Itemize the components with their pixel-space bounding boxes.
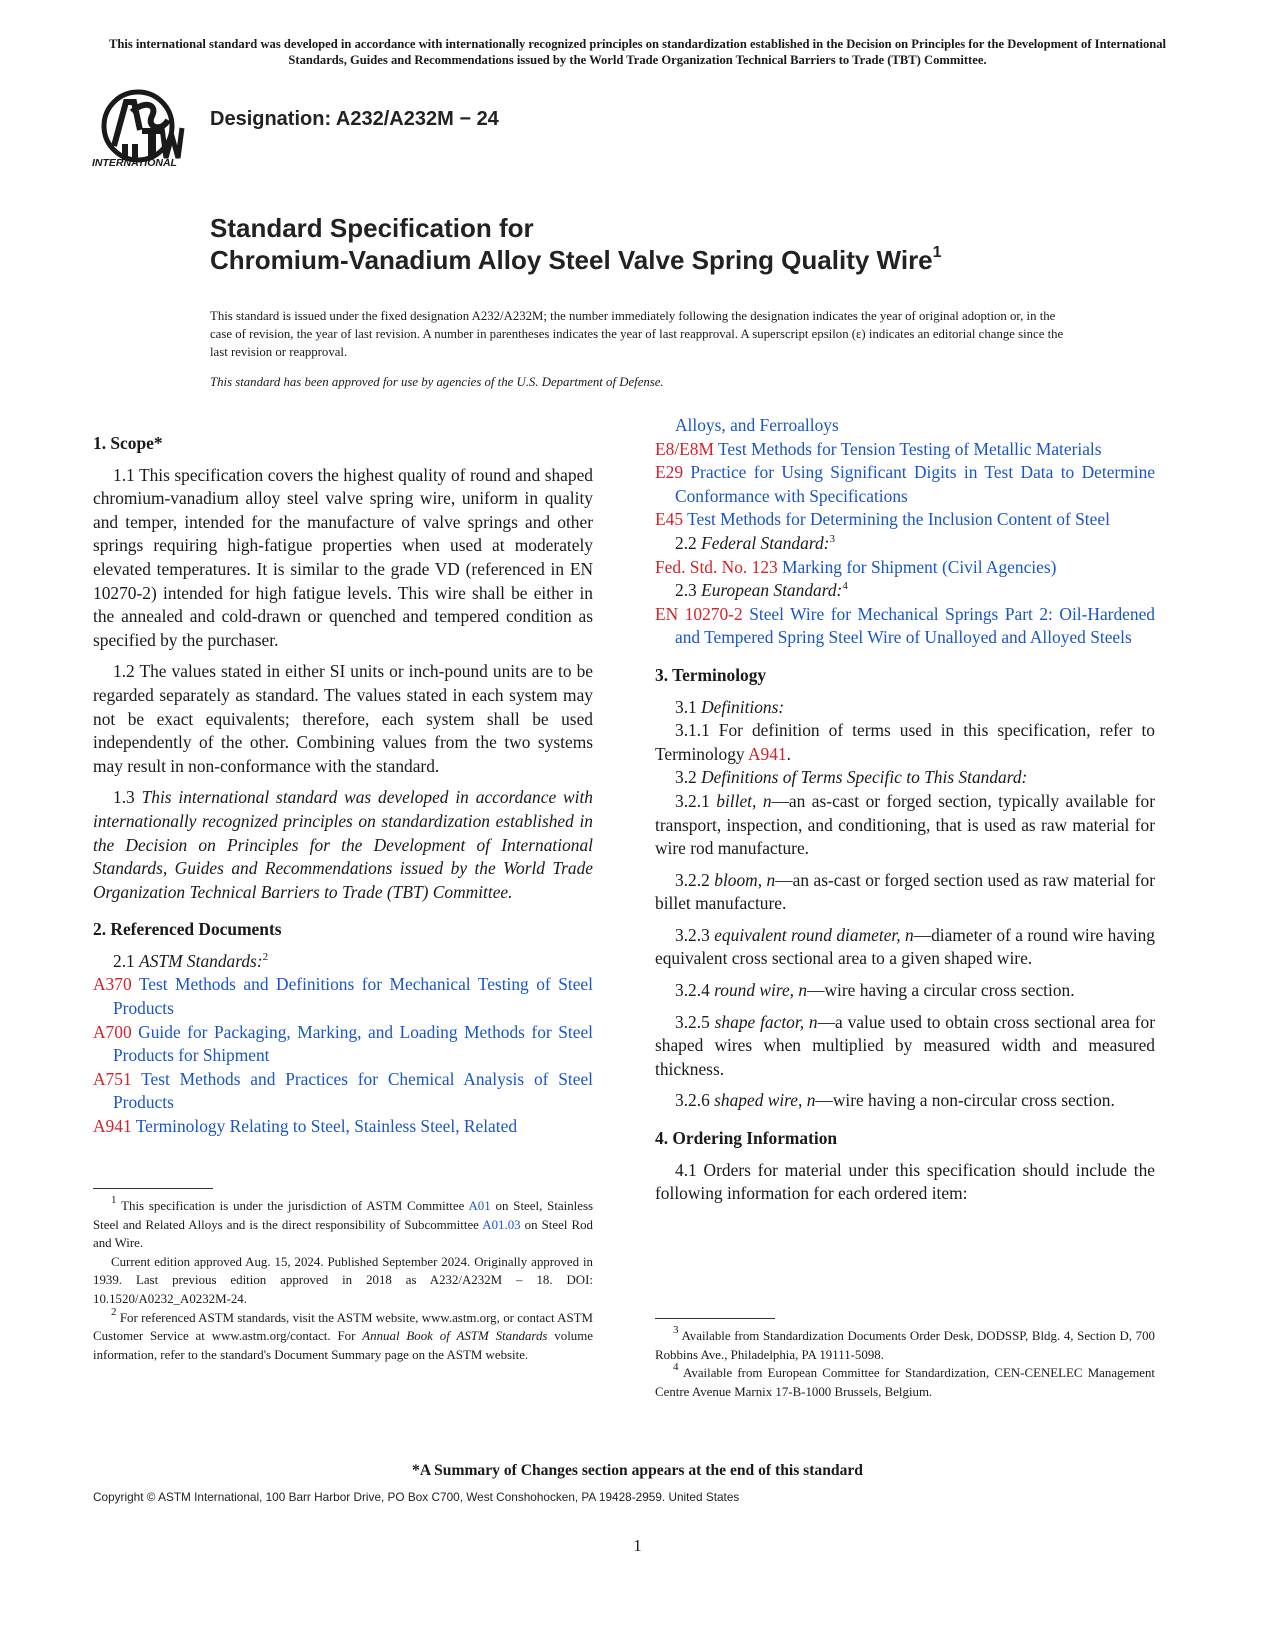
ref-en-10270-2[interactable]: EN 10270-2 Steel Wire for Mechanical Springs Part 2: Oil-Hardened and Tempered Spring Steel Wire of Unalloyed and Alloyed Steels xyxy=(655,603,1155,648)
right-footnotes xyxy=(655,1318,1155,1401)
definition-3-1-1: 3.1.1 For definition of terms used in this specification, refer to Terminology A941. xyxy=(655,720,1155,764)
ref-e29[interactable]: E29 Practice for Using Significant Digits in Test Data to Determine Conformance with Specifications xyxy=(655,462,1155,506)
approved-note: This standard has been approved for use by agencies of the U.S. Department of Defense. xyxy=(210,375,664,389)
link-a01-03[interactable]: A01.03 xyxy=(482,1217,521,1232)
ref-a751[interactable]: A751 Test Methods and Practices for Chemical Analysis of Steel Products xyxy=(93,1068,593,1113)
european-standard-label: 2.3 European Standard:$^4$ xyxy=(675,580,848,601)
title-line-1: Standard Specification for xyxy=(210,213,534,243)
footnote-2: $^2$ For referenced ASTM standards, visit the ASTM website, www.astm.org, or contact ASTM Customer Service at www.astm.org/contact. For Annual Book of ASTM Standards volume information, refer to the standard's Document Summary page on the ASTM website. xyxy=(93,1305,593,1362)
designation: Designation: A232/A232M − 24 xyxy=(210,108,499,130)
title-footnote-mark: 1 xyxy=(932,244,942,261)
logo-wordmark: INTERNATIONAL xyxy=(92,157,177,169)
ordering-p1: 4.1 Orders for material under this specification should include the following information for each ordered item: xyxy=(655,1159,1155,1204)
footnote-1: $^1$ This specification is under the jurisdiction of ASTM Committee A01 on Steel, Stainless Steel and Related Alloys and is the direct responsibility of Subcommittee A01.03 on Steel Rod and Wire. xyxy=(93,1194,593,1251)
footnote-3: $^3$ Available from Standardization Documents Order Desk, DODSSP, Bldg. 4, Section D, 700 Robbins Ave., Philadelphia, PA 19111-5098. xyxy=(655,1324,1155,1362)
right-column xyxy=(655,414,1155,1206)
term-shape-factor: 3.2.5 shape factor, n—a value used to obtain cross sectional area for shaped wires when multiplied by measured width and measured thickness. xyxy=(655,1011,1155,1079)
ref-a941-cont[interactable]: Alloys, and Ferroalloys xyxy=(675,415,839,435)
link-a941[interactable]: A941 xyxy=(747,743,787,764)
summary-of-changes-note: *A Summary of Changes section appears at the end of this standard xyxy=(412,1462,863,1479)
scope-p1: 1.1 This specification covers the highest quality of round and shaped chromium-vanadium alloy steel valve spring wire, uniform in quality and temper, intended for the manufacture of valve springs and other springs requiring high-fatigue properties when used at moderately elevated temperatures. It is similar to the grade VD (referenced in EN 10270-2) intended for high fatigue levels. This wire shall be either in the annealed and cold-drawn or quenched and tempered condition as specified by the purchaser. xyxy=(93,464,593,650)
term-billet: 3.2.1 billet, n—an as-cast or forged section, typically available for transport, inspection, and conditioning, that is used as raw material for wire rod manufacture. xyxy=(655,790,1156,859)
document-title xyxy=(210,212,1210,276)
page-number: 1 xyxy=(633,1536,642,1555)
copyright: Copyright © ASTM International, 100 Barr Harbor Drive, PO Box C700, West Conshohocken, PA 19428-2959. United States xyxy=(93,1490,740,1504)
scope-p2: 1.2 The values stated in either SI units or inch-pound units are to be regarded separately as standard. The values stated in each system may not be exact equivalents; therefore, each system shall be used independently of the other. Combining values from the two systems may result in non-conformance with the standard. xyxy=(93,661,593,776)
ref-a370[interactable]: A370 Test Methods and Definitions for Mechanical Testing of Steel Products xyxy=(93,974,593,1019)
left-footnotes xyxy=(93,1188,593,1364)
issued-note: This standard is issued under the fixed designation A232/A232M; the number immediately following the designation indicates the year of original adoption or, in the case of revision, the year of last revision. A number in parentheses indicates the year of last reapproval. A superscript epsilon (ε) indicates an editorial change since the last revision or reapproval. xyxy=(210,309,1064,359)
tbt-notice: This international standard was developed in accordance with internationally recognized principles on standardization established in the Decision on Principles for the Development of International Standards, Guides and Recommendations issued by the World Trade Organization Technical Barriers to Trade (TBT) Committee. xyxy=(108,37,1167,67)
ref-e45[interactable]: E45 Test Methods for Determining the Inclusion Content of Steel xyxy=(655,509,1110,530)
left-column xyxy=(93,432,593,1139)
footnote-1-edition: Current edition approved Aug. 15, 2024. Published September 2024. Originally approved in 1939. Last previous edition approved in 2018 as A232/A232M – 18. DOI: 10.1520/A0232_A0232M-24. xyxy=(93,1254,593,1306)
title-line-2: Chromium-Vanadium Alloy Steel Valve Spring Quality Wire xyxy=(210,245,933,275)
term-equivalent-round-diameter: 3.2.3 equivalent round diameter, n—diameter of a round wire having equivalent cross sectional area to a given shaped wire. xyxy=(655,924,1155,969)
federal-standard-label: 2.2 Federal Standard:$^3$ xyxy=(675,532,835,553)
scope-p3: 1.3 This international standard was developed in accordance with internationally recognized principles on standardization established in the Decision on Principles for the Development of International Standards, Guides and Recommendations issued by the World Trade Organization Technical Barriers to Trade (TBT) Committee. xyxy=(93,787,593,902)
ref-a700[interactable]: A700 Guide for Packaging, Marking, and Loading Methods for Steel Products for Shipment xyxy=(93,1021,593,1066)
link-a01[interactable]: A01 xyxy=(468,1199,491,1213)
ref-e8[interactable]: E8/E8M Test Methods for Tension Testing of Metallic Materials xyxy=(655,438,1102,459)
terminology-heading: 3. Terminology xyxy=(655,664,767,685)
term-shaped-wire: 3.2.6 shaped wire, n—wire having a non-circular cross section. xyxy=(675,1090,1115,1111)
specific-definitions-label: 3.2 Definitions of Terms Specific to This Standard: xyxy=(675,767,1028,788)
scope-heading: 1. Scope* xyxy=(93,433,163,453)
definitions-label: 3.1 Definitions: xyxy=(675,696,785,717)
astm-standards-label: 2.1 ASTM Standards:$^2$ xyxy=(113,950,269,971)
ref-fed-std-123[interactable]: Fed. Std. No. 123 Marking for Shipment (Civil Agencies) xyxy=(655,556,1057,577)
footnote-4: $^4$ Available from European Committee for Standardization, CEN-CENELEC Management Centre Avenue Marnix 17-B-1000 Brussels, Belgium. xyxy=(655,1361,1155,1399)
ordering-heading: 4. Ordering Information xyxy=(655,1128,838,1149)
term-bloom: 3.2.2 bloom, n—an as-cast or forged section used as raw material for billet manufacture. xyxy=(655,869,1155,914)
refdocs-heading: 2. Referenced Documents xyxy=(93,919,282,940)
term-round-wire: 3.2.4 round wire, n—wire having a circular cross section. xyxy=(675,980,1075,1001)
ref-a941[interactable]: A941 Terminology Relating to Steel, Stainless Steel, Related xyxy=(93,1116,518,1137)
